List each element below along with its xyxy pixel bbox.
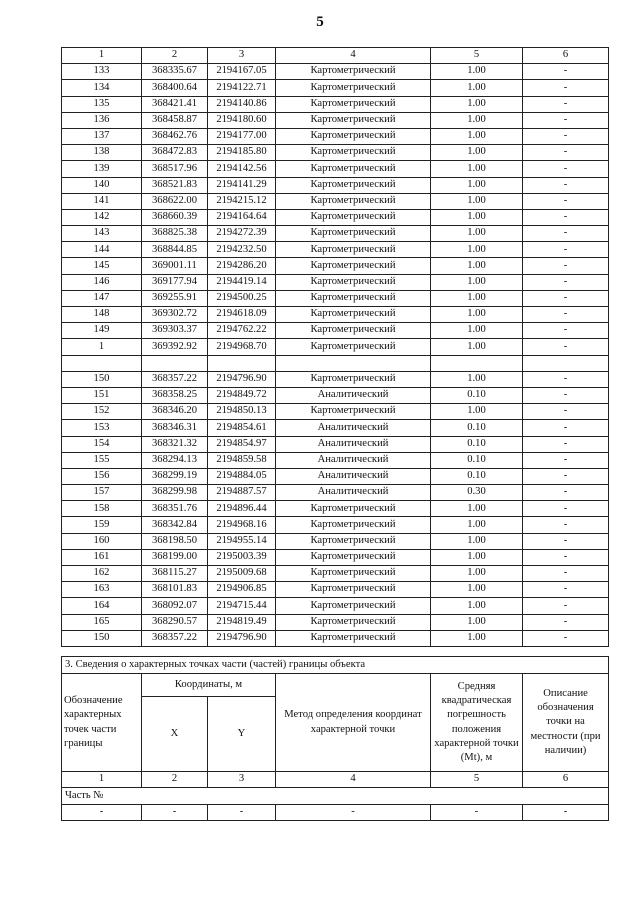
table-cell: 133 bbox=[62, 64, 142, 80]
table-cell: - bbox=[523, 161, 609, 177]
table-row bbox=[62, 598, 609, 614]
table-cell: Картометрический bbox=[276, 145, 431, 161]
table-cell: 1.00 bbox=[431, 630, 523, 646]
table-cell: 148 bbox=[62, 307, 142, 323]
table-cell: 369303.37 bbox=[142, 323, 208, 339]
table-cell: 163 bbox=[62, 582, 142, 598]
table-cell: 2194164.64 bbox=[208, 209, 276, 225]
table-cell: 2194796.90 bbox=[208, 371, 276, 387]
table-cell: 2194140.86 bbox=[208, 96, 276, 112]
table-cell: Картометрический bbox=[276, 80, 431, 96]
table-cell: 2194122.71 bbox=[208, 80, 276, 96]
table-cell: 2194819.49 bbox=[208, 614, 276, 630]
table-cell: 138 bbox=[62, 145, 142, 161]
table-cell: Аналитический bbox=[276, 420, 431, 436]
table-row bbox=[62, 226, 609, 242]
table-cell: Картометрический bbox=[276, 161, 431, 177]
table-cell: - bbox=[523, 630, 609, 646]
table-cell: - bbox=[523, 80, 609, 96]
table-cell: 1.00 bbox=[431, 371, 523, 387]
col-desc-header: Описание обозначения точки на местности (при наличии) bbox=[523, 674, 609, 772]
table-cell: - bbox=[523, 468, 609, 484]
table-cell bbox=[208, 355, 276, 371]
table-cell: - bbox=[523, 128, 609, 144]
table-cell: - bbox=[523, 501, 609, 517]
table-cell: 143 bbox=[62, 226, 142, 242]
table-cell: Картометрический bbox=[276, 323, 431, 339]
table-cell: Картометрический bbox=[276, 209, 431, 225]
table-cell: 368346.31 bbox=[142, 420, 208, 436]
table-cell: - bbox=[523, 533, 609, 549]
table-cell: 2194762.22 bbox=[208, 323, 276, 339]
table-cell: - bbox=[276, 805, 431, 821]
table-cell: 2194618.09 bbox=[208, 307, 276, 323]
table-cell: Картометрический bbox=[276, 112, 431, 128]
table-row bbox=[62, 290, 609, 306]
col-point-header: Обозначение характерных точек части границы bbox=[62, 674, 142, 772]
table-cell: 2194896.44 bbox=[208, 501, 276, 517]
part-label: Часть № bbox=[62, 788, 609, 805]
table-cell: 160 bbox=[62, 533, 142, 549]
table-cell: 139 bbox=[62, 161, 142, 177]
table-cell: 0.10 bbox=[431, 436, 523, 452]
table-cell: 134 bbox=[62, 80, 142, 96]
table-cell: 369255.91 bbox=[142, 290, 208, 306]
table-cell: 368521.83 bbox=[142, 177, 208, 193]
table-cell: 145 bbox=[62, 258, 142, 274]
table-row bbox=[62, 274, 609, 290]
table-cell: - bbox=[523, 452, 609, 468]
table-cell: 161 bbox=[62, 549, 142, 565]
table-cell: - bbox=[523, 339, 609, 355]
table-cell: - bbox=[62, 805, 142, 821]
table-cell: Картометрический bbox=[276, 177, 431, 193]
table-row bbox=[62, 80, 609, 96]
table-cell: 1.00 bbox=[431, 209, 523, 225]
table-row bbox=[62, 404, 609, 420]
table-cell: - bbox=[523, 112, 609, 128]
table-cell: 154 bbox=[62, 436, 142, 452]
table-cell: 5 bbox=[431, 48, 523, 64]
table-cell: - bbox=[523, 387, 609, 403]
table-row bbox=[62, 323, 609, 339]
table-cell: - bbox=[142, 805, 208, 821]
table-cell: 368358.25 bbox=[142, 387, 208, 403]
table-cell: 153 bbox=[62, 420, 142, 436]
table-cell: 1.00 bbox=[431, 598, 523, 614]
table-cell: 136 bbox=[62, 112, 142, 128]
table-cell: - bbox=[523, 274, 609, 290]
table-cell bbox=[142, 355, 208, 371]
table-cell: 1.00 bbox=[431, 274, 523, 290]
table-cell: 368462.76 bbox=[142, 128, 208, 144]
table-cell: 2194850.13 bbox=[208, 404, 276, 420]
coordinates-table bbox=[61, 47, 609, 647]
table-cell: - bbox=[523, 258, 609, 274]
table-row bbox=[62, 533, 609, 549]
table-cell: 165 bbox=[62, 614, 142, 630]
table-cell: 159 bbox=[62, 517, 142, 533]
table-cell: - bbox=[523, 805, 609, 821]
table-cell: - bbox=[523, 242, 609, 258]
table-cell: - bbox=[523, 582, 609, 598]
table-cell: Картометрический bbox=[276, 226, 431, 242]
table-cell: 1.00 bbox=[431, 258, 523, 274]
table-cell: 142 bbox=[62, 209, 142, 225]
table-cell: Аналитический bbox=[276, 485, 431, 501]
table-cell: 368458.87 bbox=[142, 112, 208, 128]
table-row bbox=[62, 501, 609, 517]
table-cell: 164 bbox=[62, 598, 142, 614]
table-cell: 2194419.14 bbox=[208, 274, 276, 290]
table-cell: 368198.50 bbox=[142, 533, 208, 549]
table-cell: 2194286.20 bbox=[208, 258, 276, 274]
table-cell: - bbox=[523, 549, 609, 565]
col-error-header: Средняя квадратическая погрешность положения характерной точки (Mt), м bbox=[431, 674, 523, 772]
table-row bbox=[62, 468, 609, 484]
table-cell: 147 bbox=[62, 290, 142, 306]
table-cell: 4 bbox=[276, 48, 431, 64]
col-x-header: X bbox=[142, 697, 208, 772]
table-cell: 162 bbox=[62, 566, 142, 582]
table-cell: 0.10 bbox=[431, 420, 523, 436]
table-cell: - bbox=[523, 614, 609, 630]
table-cell: Картометрический bbox=[276, 307, 431, 323]
table-cell: Картометрический bbox=[276, 96, 431, 112]
table-cell: - bbox=[523, 436, 609, 452]
table-cell: 2194849.72 bbox=[208, 387, 276, 403]
table-cell: 1.00 bbox=[431, 323, 523, 339]
table-cell: 368335.67 bbox=[142, 64, 208, 80]
table-cell: 368092.07 bbox=[142, 598, 208, 614]
col-method-header: Метод определения координат характерной точки bbox=[276, 674, 431, 772]
table-cell: - bbox=[523, 226, 609, 242]
table-cell: 2194955.14 bbox=[208, 533, 276, 549]
table-cell bbox=[62, 355, 142, 371]
table-cell: 2194884.05 bbox=[208, 468, 276, 484]
table-cell: Аналитический bbox=[276, 436, 431, 452]
table-cell: 369001.11 bbox=[142, 258, 208, 274]
table-cell: 2194141.29 bbox=[208, 177, 276, 193]
table-row bbox=[62, 452, 609, 468]
table-cell: 2194715.44 bbox=[208, 598, 276, 614]
table-cell: 156 bbox=[62, 468, 142, 484]
table-cell: 2194500.25 bbox=[208, 290, 276, 306]
table-cell: 2194854.61 bbox=[208, 420, 276, 436]
table-row bbox=[62, 339, 609, 355]
table-row bbox=[62, 630, 609, 646]
table-cell: Картометрический bbox=[276, 193, 431, 209]
table-cell: 157 bbox=[62, 485, 142, 501]
table-cell bbox=[431, 355, 523, 371]
table-cell: 368351.76 bbox=[142, 501, 208, 517]
table-cell: Аналитический bbox=[276, 452, 431, 468]
table-row bbox=[62, 371, 609, 387]
table-cell: 1.00 bbox=[431, 242, 523, 258]
table-cell: Картометрический bbox=[276, 582, 431, 598]
table-row bbox=[62, 355, 609, 371]
table-cell: - bbox=[208, 805, 276, 821]
table-cell: 1.00 bbox=[431, 517, 523, 533]
table-cell: 2194185.80 bbox=[208, 145, 276, 161]
table-cell: - bbox=[523, 145, 609, 161]
table-row bbox=[62, 420, 609, 436]
table-cell: 1.00 bbox=[431, 533, 523, 549]
table-cell: - bbox=[523, 177, 609, 193]
table-cell: 368400.64 bbox=[142, 80, 208, 96]
table-cell: Картометрический bbox=[276, 598, 431, 614]
table-cell: 155 bbox=[62, 452, 142, 468]
table-cell: 368517.96 bbox=[142, 161, 208, 177]
table-cell: 2194232.50 bbox=[208, 242, 276, 258]
table-row bbox=[62, 64, 609, 80]
table-cell: 2 bbox=[142, 772, 208, 788]
table-cell: Картометрический bbox=[276, 566, 431, 582]
table-cell: 146 bbox=[62, 274, 142, 290]
table-cell: Картометрический bbox=[276, 64, 431, 80]
section3-title: 3. Сведения о характерных точках части (частей) границы объекта bbox=[62, 657, 609, 674]
table-cell: 2194215.12 bbox=[208, 193, 276, 209]
table-row bbox=[62, 582, 609, 598]
table-cell: 1.00 bbox=[431, 64, 523, 80]
table-cell: 368101.83 bbox=[142, 582, 208, 598]
table-cell: 1.00 bbox=[431, 177, 523, 193]
table-row bbox=[62, 177, 609, 193]
table-row bbox=[62, 145, 609, 161]
table-cell: Картометрический bbox=[276, 614, 431, 630]
table-cell: 151 bbox=[62, 387, 142, 403]
table-cell: 369177.94 bbox=[142, 274, 208, 290]
table-cell: - bbox=[523, 517, 609, 533]
table-cell: 1.00 bbox=[431, 161, 523, 177]
table-cell: - bbox=[523, 420, 609, 436]
table-cell: 1.00 bbox=[431, 549, 523, 565]
table-cell: 137 bbox=[62, 128, 142, 144]
table-cell: 158 bbox=[62, 501, 142, 517]
table-cell: 368622.00 bbox=[142, 193, 208, 209]
table-cell: 3 bbox=[208, 772, 276, 788]
table-row bbox=[62, 161, 609, 177]
table-cell: Картометрический bbox=[276, 533, 431, 549]
table-cell: Картометрический bbox=[276, 290, 431, 306]
table-cell: 2195009.68 bbox=[208, 566, 276, 582]
table-cell: - bbox=[523, 96, 609, 112]
section3-table bbox=[61, 656, 609, 821]
table-cell: 150 bbox=[62, 371, 142, 387]
table-cell: 368660.39 bbox=[142, 209, 208, 225]
table-cell: 368342.84 bbox=[142, 517, 208, 533]
table-cell: 1.00 bbox=[431, 193, 523, 209]
table-cell: - bbox=[523, 64, 609, 80]
table-cell: 1.00 bbox=[431, 614, 523, 630]
table-cell: 2194906.85 bbox=[208, 582, 276, 598]
table-cell: 2194887.57 bbox=[208, 485, 276, 501]
table-cell: 0.10 bbox=[431, 387, 523, 403]
table-cell: 0.10 bbox=[431, 468, 523, 484]
table-cell: Картометрический bbox=[276, 630, 431, 646]
table-cell: Картометрический bbox=[276, 404, 431, 420]
table-cell: 140 bbox=[62, 177, 142, 193]
table-row bbox=[62, 96, 609, 112]
table-cell: 368421.41 bbox=[142, 96, 208, 112]
table-cell: 1.00 bbox=[431, 339, 523, 355]
table-row bbox=[62, 112, 609, 128]
table-row bbox=[62, 614, 609, 630]
table-cell: 2194854.97 bbox=[208, 436, 276, 452]
table-cell: 1.00 bbox=[431, 145, 523, 161]
table-cell: - bbox=[523, 290, 609, 306]
table-cell: 149 bbox=[62, 323, 142, 339]
table-cell: - bbox=[523, 598, 609, 614]
table-cell: 1.00 bbox=[431, 582, 523, 598]
table-cell: 6 bbox=[523, 48, 609, 64]
table-header-row bbox=[62, 48, 609, 64]
table-cell: 6 bbox=[523, 772, 609, 788]
table-cell: 1 bbox=[62, 772, 142, 788]
table-row bbox=[62, 193, 609, 209]
table-cell: Картометрический bbox=[276, 371, 431, 387]
table-cell: Картометрический bbox=[276, 339, 431, 355]
col-y-header: Y bbox=[208, 697, 276, 772]
table-cell: 368321.32 bbox=[142, 436, 208, 452]
table-cell: - bbox=[523, 485, 609, 501]
table-cell: 3 bbox=[208, 48, 276, 64]
table-cell bbox=[523, 355, 609, 371]
table-cell: 150 bbox=[62, 630, 142, 646]
table-cell: 368199.00 bbox=[142, 549, 208, 565]
table-row bbox=[62, 258, 609, 274]
table-cell: 1.00 bbox=[431, 112, 523, 128]
table-cell: - bbox=[523, 193, 609, 209]
table-cell: 5 bbox=[431, 772, 523, 788]
table-cell: Картометрический bbox=[276, 128, 431, 144]
table-cell: 135 bbox=[62, 96, 142, 112]
table-cell: 2194142.56 bbox=[208, 161, 276, 177]
table-cell: 368299.98 bbox=[142, 485, 208, 501]
table-cell: 0.30 bbox=[431, 485, 523, 501]
table-cell: 1.00 bbox=[431, 96, 523, 112]
table-row bbox=[62, 128, 609, 144]
table-row bbox=[62, 805, 609, 821]
table-cell: 368290.57 bbox=[142, 614, 208, 630]
table-cell bbox=[276, 355, 431, 371]
table-cell: Картометрический bbox=[276, 517, 431, 533]
table-row bbox=[62, 517, 609, 533]
table-cell: 2194859.58 bbox=[208, 452, 276, 468]
table-cell: Картометрический bbox=[276, 501, 431, 517]
table-cell: Картометрический bbox=[276, 242, 431, 258]
table-cell: Картометрический bbox=[276, 549, 431, 565]
table-cell: 2194167.05 bbox=[208, 64, 276, 80]
table-cell: 2194177.00 bbox=[208, 128, 276, 144]
table-cell: 0.10 bbox=[431, 452, 523, 468]
table-cell: 1.00 bbox=[431, 307, 523, 323]
table-cell: Аналитический bbox=[276, 387, 431, 403]
table-row bbox=[62, 242, 609, 258]
page-number: 5 bbox=[316, 14, 324, 30]
table-cell: - bbox=[431, 805, 523, 821]
table-cell: 2194180.60 bbox=[208, 112, 276, 128]
table-cell: 2194272.39 bbox=[208, 226, 276, 242]
table-cell: 1.00 bbox=[431, 501, 523, 517]
table-cell: 368357.22 bbox=[142, 630, 208, 646]
table-cell: 368299.19 bbox=[142, 468, 208, 484]
table-cell: 1.00 bbox=[431, 566, 523, 582]
table-row bbox=[62, 436, 609, 452]
table-row bbox=[62, 307, 609, 323]
table-row bbox=[62, 209, 609, 225]
table-cell: 2194968.70 bbox=[208, 339, 276, 355]
table-row bbox=[62, 549, 609, 565]
table-cell: Аналитический bbox=[276, 468, 431, 484]
table-cell: - bbox=[523, 566, 609, 582]
table-cell: 368115.27 bbox=[142, 566, 208, 582]
table-cell: - bbox=[523, 404, 609, 420]
table-cell: 1 bbox=[62, 48, 142, 64]
table-row bbox=[62, 485, 609, 501]
table-cell: - bbox=[523, 323, 609, 339]
table-cell: 2195003.39 bbox=[208, 549, 276, 565]
table-cell: 369392.92 bbox=[142, 339, 208, 355]
table-cell: 2 bbox=[142, 48, 208, 64]
table-cell: - bbox=[523, 307, 609, 323]
table-cell: 144 bbox=[62, 242, 142, 258]
table-cell: 368357.22 bbox=[142, 371, 208, 387]
table-cell: 1.00 bbox=[431, 80, 523, 96]
table-cell: - bbox=[523, 371, 609, 387]
column-numbers-row bbox=[62, 772, 609, 788]
table-cell: 368844.85 bbox=[142, 242, 208, 258]
table-cell: 4 bbox=[276, 772, 431, 788]
table-cell: 2194968.16 bbox=[208, 517, 276, 533]
table-cell: 141 bbox=[62, 193, 142, 209]
table-cell: 368294.13 bbox=[142, 452, 208, 468]
table-cell: Картометрический bbox=[276, 274, 431, 290]
table-cell: 1.00 bbox=[431, 128, 523, 144]
table-cell: 1.00 bbox=[431, 290, 523, 306]
table-cell: - bbox=[523, 209, 609, 225]
table-cell: 1.00 bbox=[431, 226, 523, 242]
table-row bbox=[62, 566, 609, 582]
table-cell: 369302.72 bbox=[142, 307, 208, 323]
table-cell: 368346.20 bbox=[142, 404, 208, 420]
table-cell: 2194796.90 bbox=[208, 630, 276, 646]
table-cell: Картометрический bbox=[276, 258, 431, 274]
table-row bbox=[62, 387, 609, 403]
table-cell: 1.00 bbox=[431, 404, 523, 420]
table-cell: 368825.38 bbox=[142, 226, 208, 242]
table-cell: 152 bbox=[62, 404, 142, 420]
table-cell: 1 bbox=[62, 339, 142, 355]
col-coords-header: Координаты, м bbox=[142, 674, 276, 697]
table-cell: 368472.83 bbox=[142, 145, 208, 161]
